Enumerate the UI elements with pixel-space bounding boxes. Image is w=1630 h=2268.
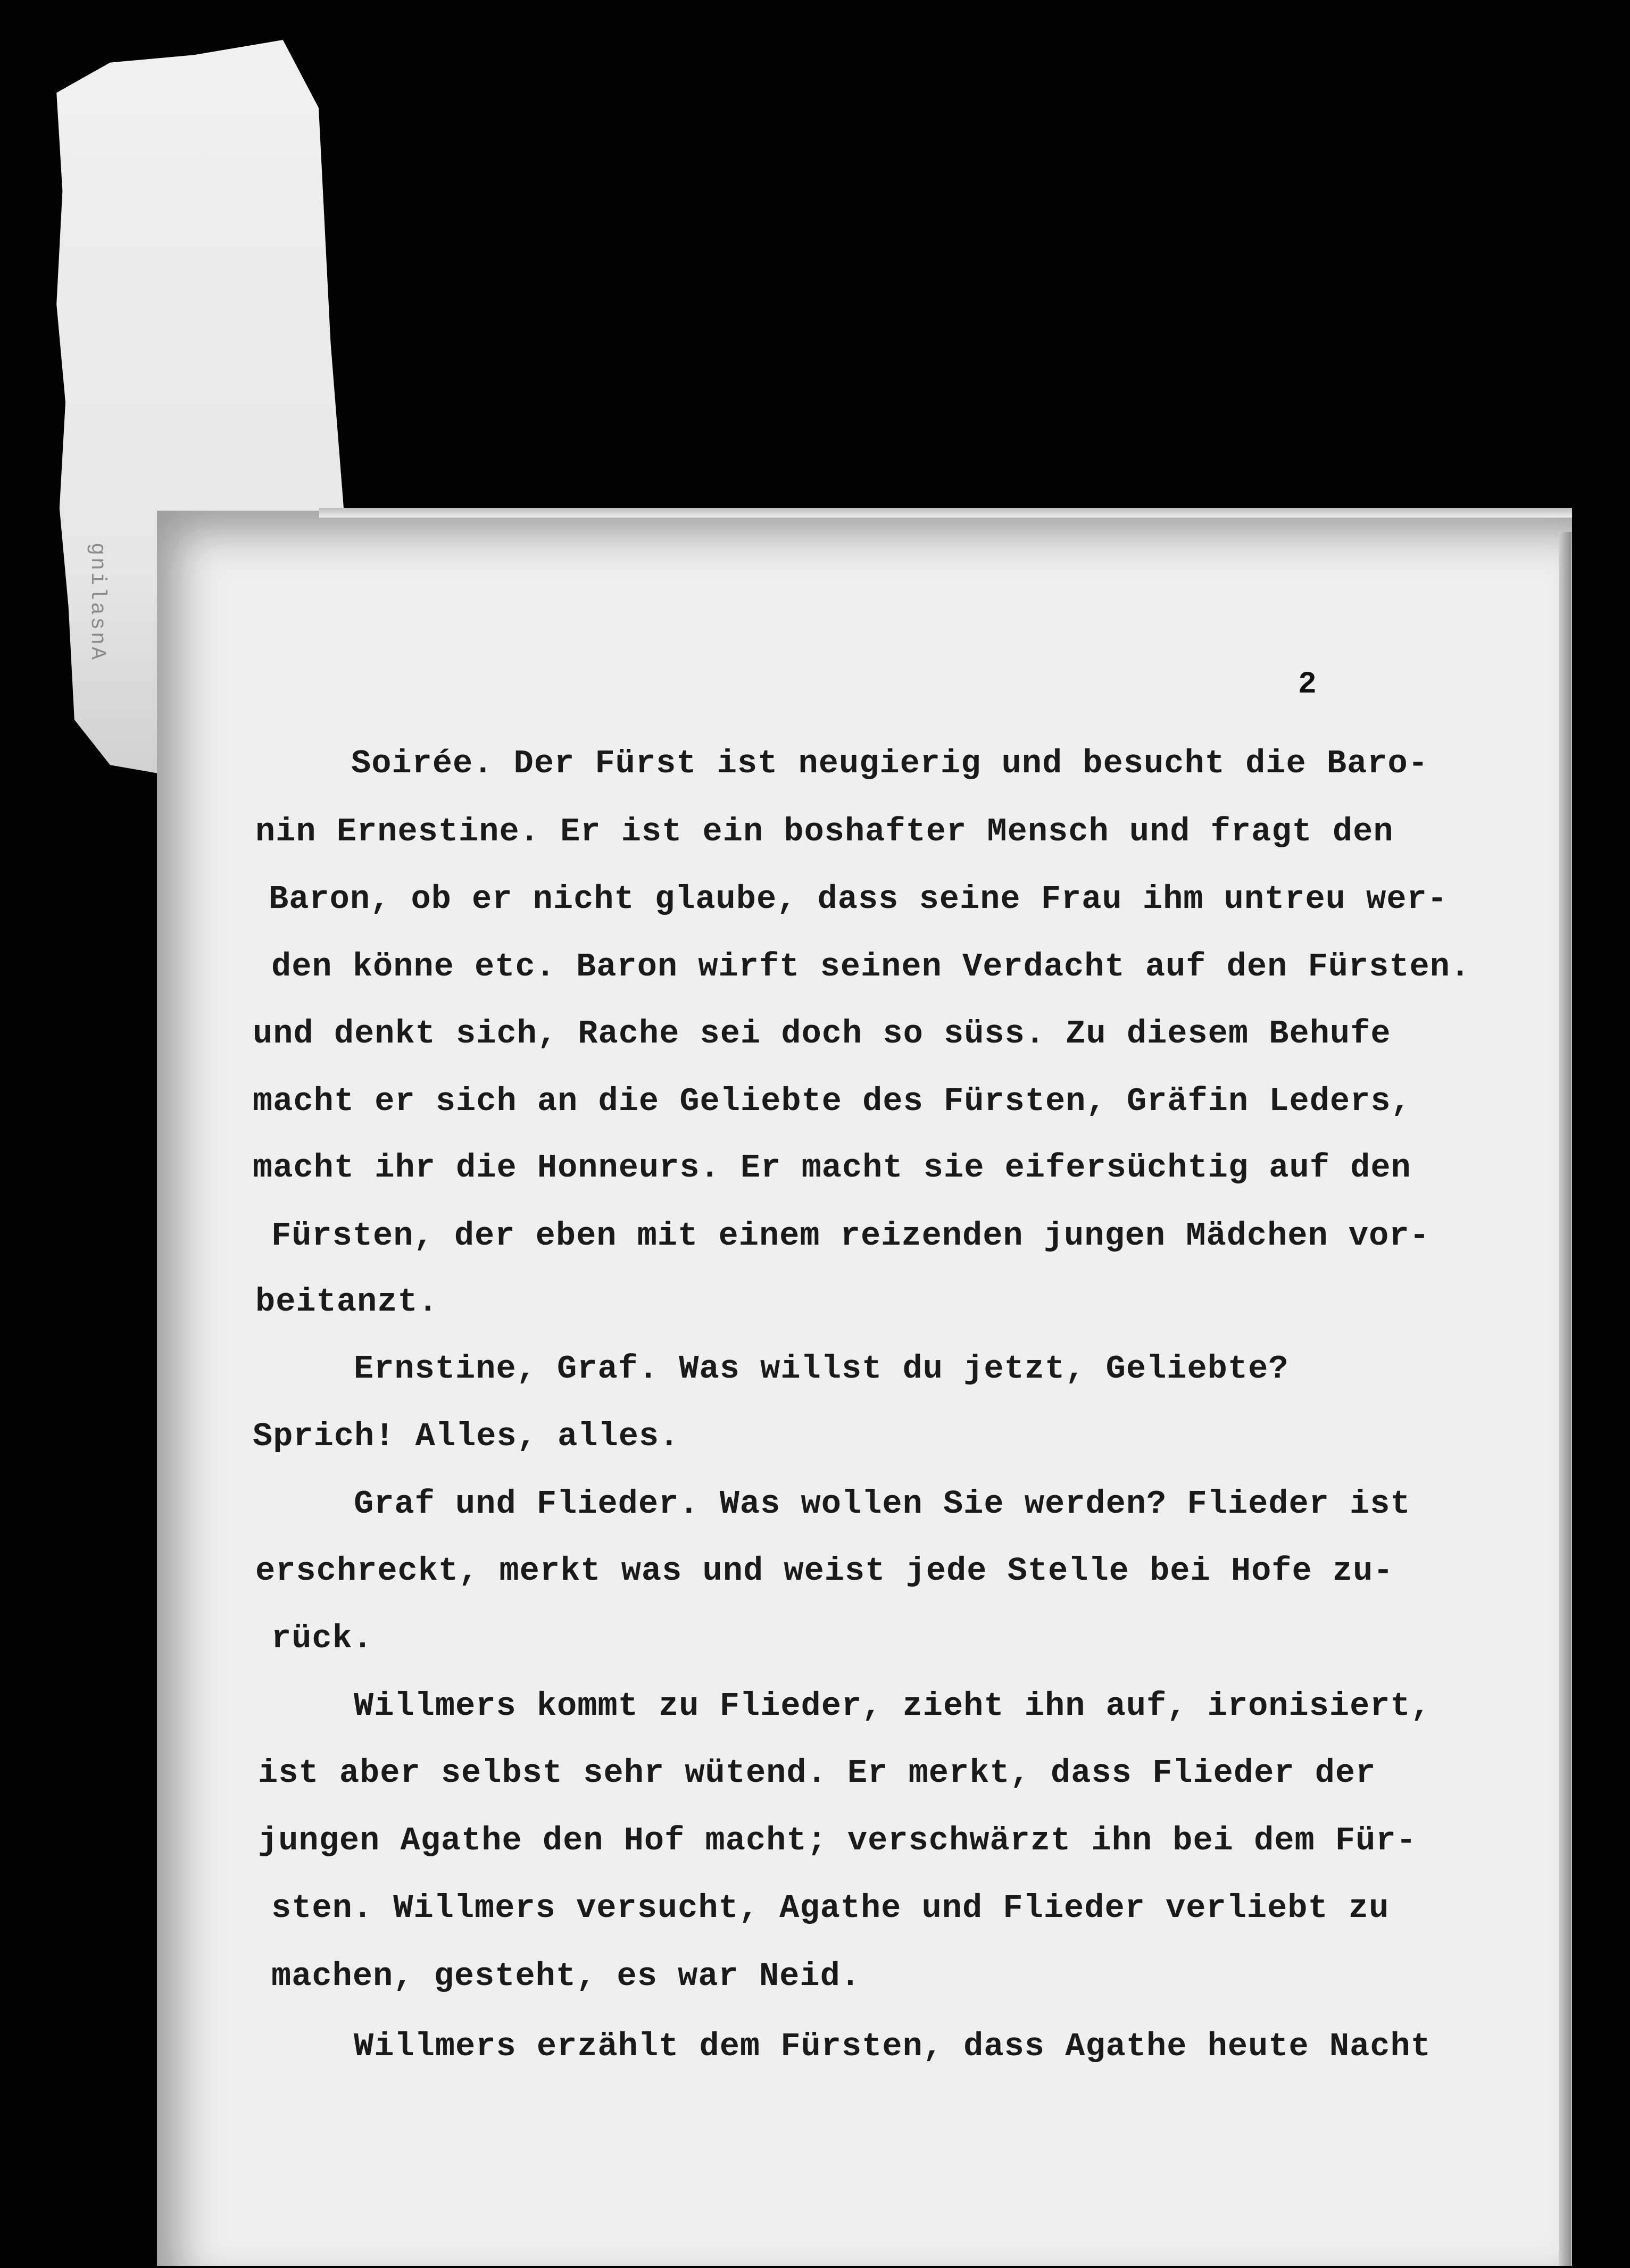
text-line: beitanzt. (255, 1283, 438, 1321)
text-line: Sprich! Alles, alles. (253, 1418, 680, 1455)
text-line: macht ihr die Honneurs. Er macht sie eifersüchtig auf den (253, 1149, 1411, 1187)
text-line: machen, gesteht, es war Neid. (271, 1957, 861, 1995)
text-line: rück. (271, 1620, 373, 1657)
text-line: erschreckt, merkt was und weist jede Stelle bei Hofe zu- (255, 1552, 1394, 1590)
text-line: den könne etc. Baron wirft seinen Verdacht auf den Fürsten. (271, 948, 1471, 986)
page-number: 2 (1298, 668, 1317, 702)
text-line: Soirée. Der Fürst ist neugierig und besucht die Baro- (351, 745, 1428, 782)
text-line: und denkt sich, Rache sei doch so süss. Zu diesem Behufe (253, 1015, 1391, 1053)
text-line: sten. Willmers versucht, Agathe und Flieder verliebt zu (271, 1889, 1390, 1927)
text-line: Graf und Flieder. Was wollen Sie werden? Flieder ist (354, 1485, 1411, 1523)
text-line: Willmers erzählt dem Fürsten, dass Agathe heute Nacht (354, 2028, 1431, 2065)
text-line: Willmers kommt zu Flieder, zieht ihn auf, ironisiert, (354, 1687, 1431, 1725)
text-line: macht er sich an die Geliebte des Fürsten, Gräfin Leders, (253, 1082, 1411, 1120)
text-line: Fürsten, der eben mit einem reizenden jungen Mädchen vor- (271, 1217, 1430, 1255)
slip-faint-text: gnilasnA (85, 543, 109, 662)
text-line: Ernstine, Graf. Was willst du jetzt, Geliebte? (354, 1350, 1289, 1388)
text-line: Baron, ob er nicht glaube, dass seine Frau ihm untreu wer- (269, 880, 1448, 918)
text-line: nin Ernestine. Er ist ein boshafter Mensch und fragt den (255, 813, 1394, 850)
text-line: jungen Agathe den Hof macht; verschwärzt ihn bei dem Für- (258, 1822, 1417, 1860)
text-line: ist aber selbst sehr wütend. Er merkt, dass Flieder der (258, 1754, 1376, 1792)
